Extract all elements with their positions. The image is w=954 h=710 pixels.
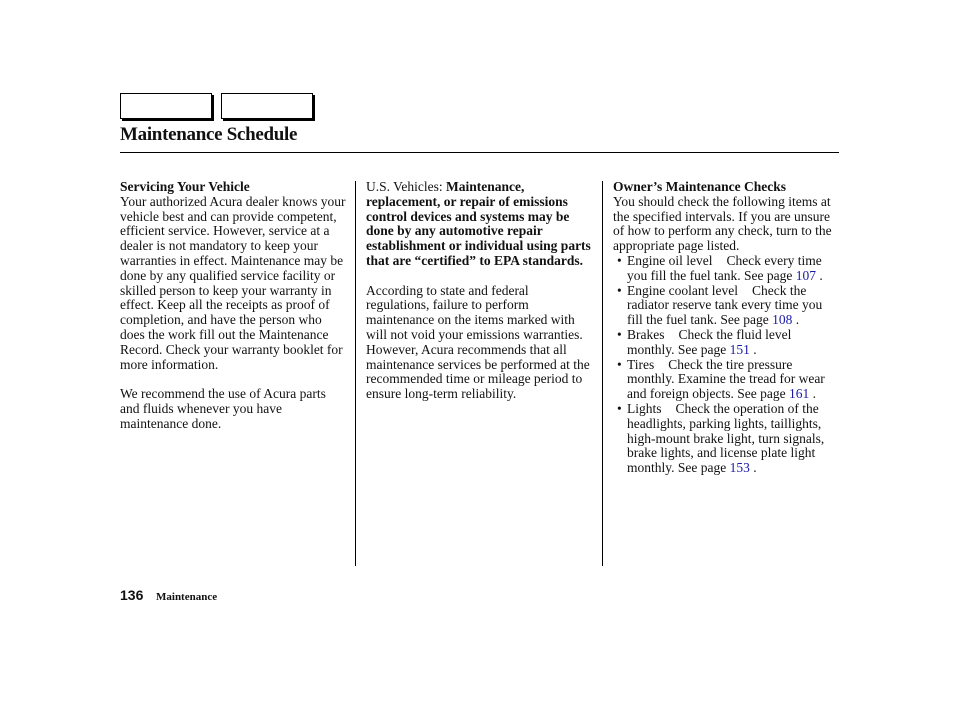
check-item-end: . [812,386,816,402]
column-divider [355,181,356,566]
check-item-engine-coolant [613,284,841,328]
regulations-text-2: will not void your emissions warranties. However, Acura recommends that all maintenance services be performed at the recommended time or mileage period to ensure long-term reliability. [366,326,590,402]
checks-intro: You should check the following items at the specified intervals. If you are unsure of how to perform any check, turn to the appropriate page listed. [613,193,832,254]
nav-previous-button[interactable] [120,93,212,119]
check-item-name: Lights [627,400,662,416]
regulations-text-1: According to state and federal regulations, failure to perform maintenance on the items marked with [366,282,575,328]
check-item-end: . [819,267,823,283]
page-link-108[interactable]: 108 [772,312,793,328]
check-item-tires [613,358,841,402]
check-item-name: Tires [627,356,655,372]
us-vehicles-lead: U.S. Vehicles: [366,179,446,194]
check-item-text: Check every time you fill the fuel tank. See page [627,252,822,283]
check-item-brakes [613,328,841,358]
check-item-text: Check the fluid level monthly. See page [627,326,792,357]
checks-list [613,254,841,476]
page-link-161[interactable]: 161 [788,386,810,402]
check-item-end: . [753,460,757,476]
check-item-text: Check the radiator reserve tank every time you fill the fuel tank. See page [627,282,823,328]
page-number: 136 [120,587,144,603]
servicing-paragraph: Your authorized Acura dealer knows your vehicle best and can provide competent, efficient service. However, service at a dealer is not mandatory to keep your warranties in effect. Maintenance may be done by any qualified service facility or skilled person to keep your warranty in effect. Keep all the receipts as proof of completion, and have the person who does the work fill out the Maintenance Record. Check your warranty booklet for more information. [120,193,346,372]
page-link-151[interactable]: 151 [729,341,750,357]
column-servicing [120,180,348,432]
check-item-text: Check the operation of the headlights, parking lights, taillights, high-mount brake light, turn signals, brake lights, and license plate light monthly. See page [627,400,825,476]
recommend-paragraph: We recommend the use of Acura parts and fluids whenever you have maintenance done. [120,386,326,431]
us-vehicles-paragraph [366,180,594,269]
check-item-end: . [753,341,757,357]
check-item-lights [613,402,841,476]
section-name: Maintenance [156,591,218,603]
title-rule [120,152,839,153]
check-item-engine-oil [613,254,841,284]
regulations-paragraph [366,284,594,402]
column-owner-checks [613,180,841,476]
page-title: Maintenance Schedule [120,124,298,145]
check-item-name: Engine coolant level [627,282,738,298]
column-divider [602,181,603,566]
checks-heading: Owner’s Maintenance Checks [613,179,786,194]
check-item-name: Engine oil level [627,252,713,268]
check-item-end: . [795,312,800,328]
servicing-heading: Servicing Your Vehicle [120,179,250,194]
page-link-107[interactable]: 107 [795,267,816,283]
nav-next-button[interactable] [221,93,313,119]
check-item-text: Check the tire pressure monthly. Examine the tread for wear and foreign objects. See page [627,356,825,402]
page-link-153[interactable]: 153 [729,460,750,476]
column-us-vehicles [366,180,594,402]
check-item-name: Brakes [627,326,665,342]
us-vehicles-bold: Maintenance, replacement, or repair of emissions control devices and systems may be done by any automotive repair establishment or individual using parts that are “certified” to EPA standards. [366,179,591,268]
